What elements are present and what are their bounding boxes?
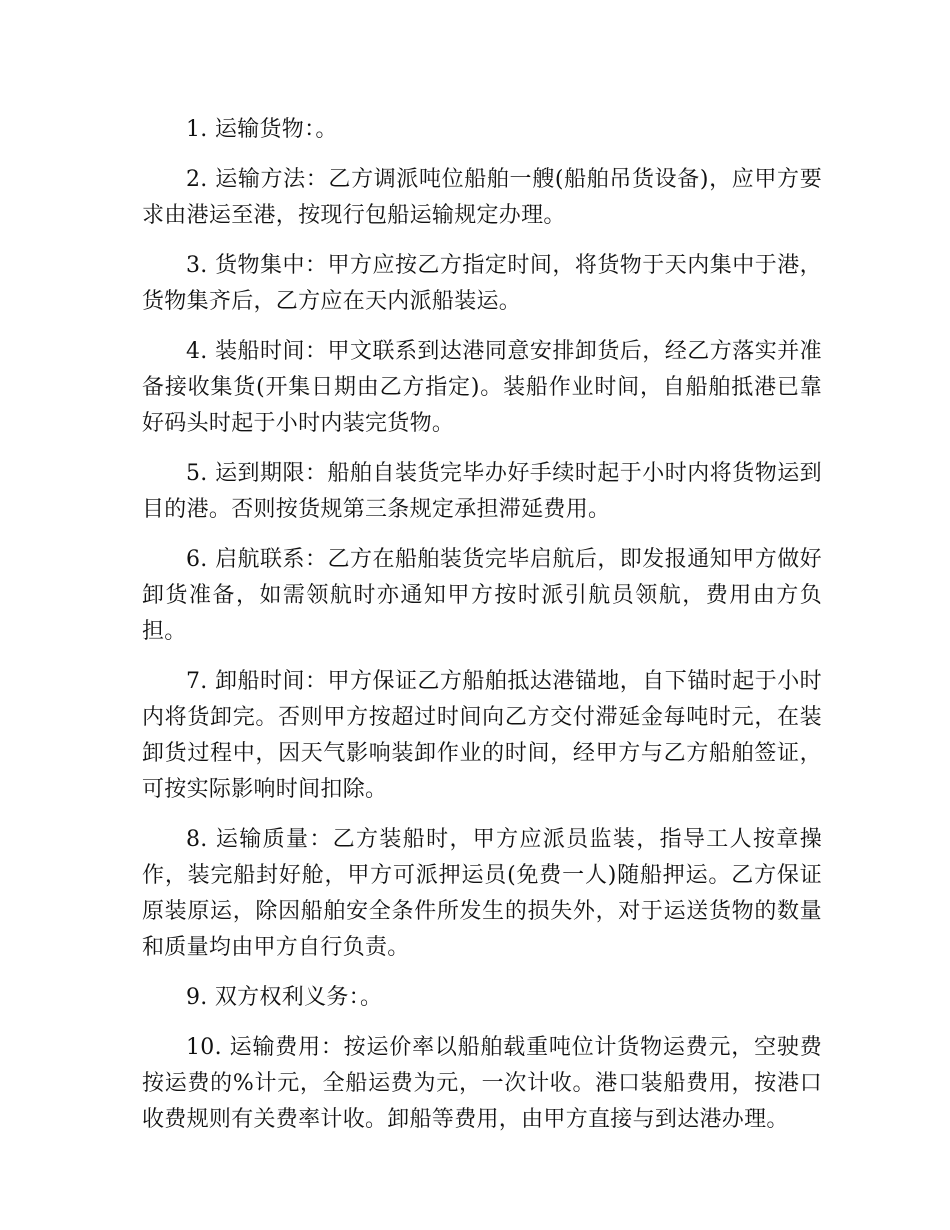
clause-3-paragraph: 3. 货物集中：甲方应按乙方指定时间，将货物于天内集中于港，货物集齐后，乙方应在天内派船装运。 [142, 253, 822, 314]
clause-6-paragraph: 6. 启航联系：乙方在船舶装货完毕启航后，即发报通知甲方做好卸货准备，如需领航时亦通知甲方按时派引航员领航，费用由方负担。 [142, 547, 822, 644]
clause-10-paragraph: 10. 运输费用：按运价率以船舶载重吨位计货物运费元，空驶费按运费的%计元，全船运费为元，一次计收。港口装船费用，按港口收费规则有关费率计收。卸船等费用，由甲方直接与到达港办理。 [142, 1035, 822, 1132]
clause-9-paragraph: 9. 双方权利义务：。 [186, 985, 383, 1010]
clause-7-paragraph: 7. 卸船时间：甲方保证乙方船舶抵达港锚地，自下锚时起于小时内将货卸完。否则甲方按超过时间向乙方交付滞延金每吨时元，在装卸货过程中，因天气影响装卸作业的时间，经甲方与乙方船舶签证，可按实际影响时间扣除。 [142, 669, 822, 802]
clause-4-paragraph: 4. 装船时间：甲文联系到达港同意安排卸货后，经乙方落实并准备接收集货(开集日期由乙方指定)。装船作业时间，自船舶抵港已靠好码头时起于小时内装完货物。 [142, 339, 822, 436]
clause-1-paragraph: 1. 运输货物：。 [186, 117, 338, 142]
clause-2-paragraph: 2. 运输方法：乙方调派吨位船舶一艘(船舶吊货设备)，应甲方要求由港运至港，按现行包船运输规定办理。 [142, 167, 822, 228]
clause-5-paragraph: 5. 运到期限：船舶自装货完毕办好手续时起于小时内将货物运到目的港。否则按货规第三条规定承担滞延费用。 [142, 461, 822, 522]
clause-8-paragraph: 8. 运输质量：乙方装船时，甲方应派员监装，指导工人按章操作，装完船封好舱，甲方可派押运员(免费一人)随船押运。乙方保证原装原运，除因船舶安全条件所发生的损失外，对于运送货物的数量和质量均由甲方自行负责。 [142, 827, 822, 960]
contract-body [142, 112, 822, 1152]
